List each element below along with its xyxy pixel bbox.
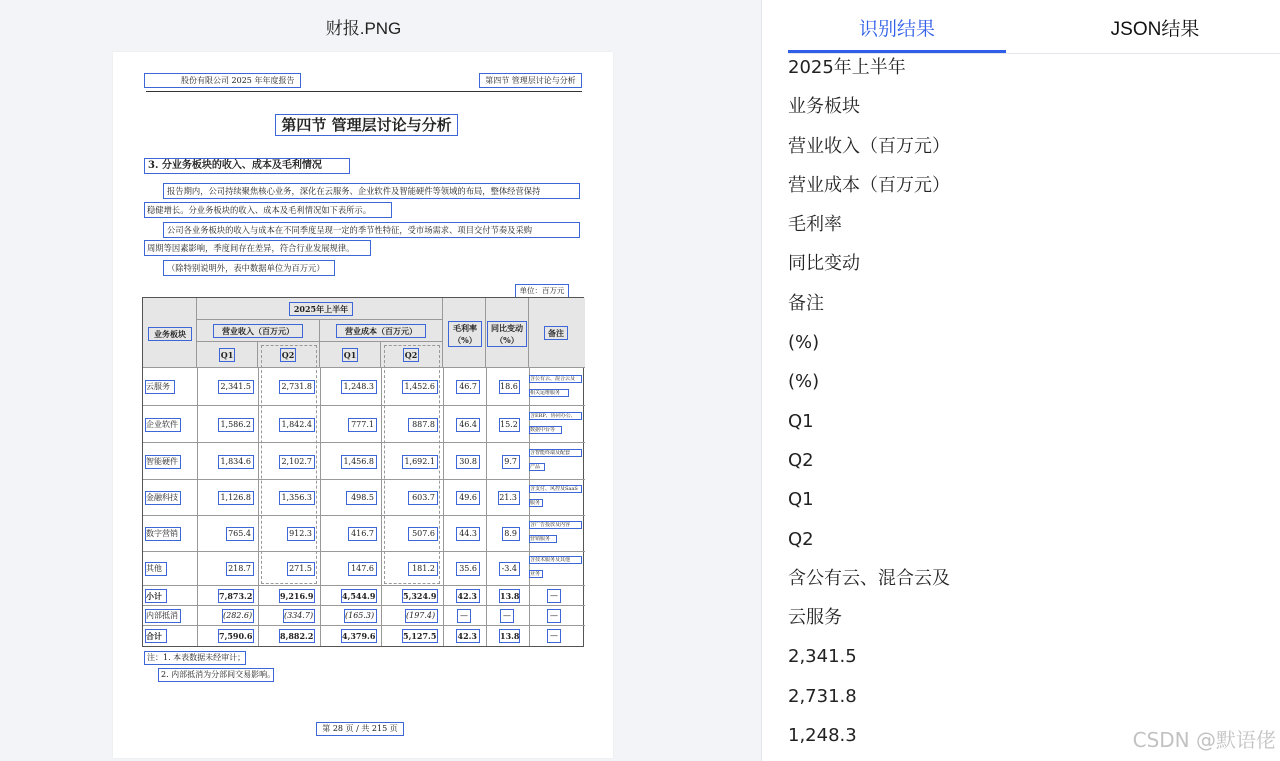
header-q1: Q1 bbox=[343, 350, 357, 360]
remark-dash: — bbox=[547, 629, 561, 643]
result-line: 毛利率 bbox=[788, 214, 842, 236]
cell-value: 498.5 bbox=[346, 491, 377, 505]
row-name: 合计 bbox=[145, 629, 167, 643]
header-margin: 毛利率（%） bbox=[448, 321, 482, 347]
cell-value: 44.3 bbox=[456, 527, 480, 541]
result-line: 业务板块 bbox=[788, 96, 860, 118]
remark-line: 业务 bbox=[529, 570, 543, 578]
header-segment: 业务板块 bbox=[148, 327, 192, 341]
cell-value: 9.7 bbox=[502, 455, 520, 469]
paragraph-line: 公司各业务板块的收入与成本在不同季度呈现一定的季节性特征，受市场需求、项目交付节奏及采购 bbox=[163, 222, 580, 238]
remark-dash: — bbox=[547, 589, 561, 603]
cell-value: 7,873.2 bbox=[219, 591, 253, 601]
cell-value: — bbox=[500, 609, 514, 623]
result-line: 营业收入（百万元） bbox=[788, 135, 950, 157]
cell-value: (334.7) bbox=[283, 609, 315, 623]
column-rule bbox=[381, 368, 382, 646]
cell-value: 1,586.2 bbox=[218, 418, 254, 432]
cell-value: 271.5 bbox=[287, 562, 315, 576]
cell-value: 35.6 bbox=[456, 562, 480, 576]
cell-value: 147.6 bbox=[348, 562, 377, 576]
result-line: 2,731.8 bbox=[788, 685, 857, 707]
cell-value: 42.3 bbox=[456, 629, 480, 643]
header-remark: 备注 bbox=[544, 326, 568, 340]
result-line: 含公有云、混合云及 bbox=[788, 567, 950, 589]
doc-header-left: 股份有限公司 2025 年年度报告 bbox=[144, 73, 301, 88]
cell-value: 1,834.6 bbox=[218, 455, 254, 469]
result-line: (%) bbox=[788, 332, 820, 354]
cell-value: 765.4 bbox=[226, 527, 254, 541]
financial-table bbox=[142, 297, 584, 647]
cell-value: 13.8 bbox=[500, 591, 520, 601]
cell-value: 21.3 bbox=[498, 491, 520, 505]
column-rule bbox=[320, 368, 321, 646]
tab-recognition-result[interactable]: 识别结果 bbox=[858, 19, 935, 40]
cell-value: 30.8 bbox=[456, 455, 480, 469]
result-line: 营业成本（百万元） bbox=[788, 174, 950, 196]
cell-value: 1,452.6 bbox=[402, 380, 438, 394]
cell-value: 181.2 bbox=[408, 562, 438, 576]
remark-line: 相关运维服务 bbox=[529, 389, 569, 397]
cell-value: 1,456.8 bbox=[341, 455, 377, 469]
page-number: 第 28 页 / 共 215 页 bbox=[316, 722, 404, 736]
result-line: 备注 bbox=[788, 292, 824, 314]
remark-dash: — bbox=[547, 609, 561, 623]
paragraph-line: （除特别说明外，表中数据单位为百万元） bbox=[163, 260, 335, 276]
document-page bbox=[113, 52, 613, 758]
remark-line: 数据中台等 bbox=[529, 426, 562, 434]
column-rule bbox=[197, 368, 198, 646]
cell-value: 2,731.8 bbox=[279, 380, 315, 394]
cell-value: 912.3 bbox=[287, 527, 315, 541]
result-list bbox=[788, 48, 1268, 755]
header-q2: Q2 bbox=[404, 350, 418, 360]
cell-value: 1,356.3 bbox=[279, 491, 315, 505]
cell-value: 9,216.9 bbox=[280, 591, 314, 601]
cell-value: 46.4 bbox=[456, 418, 480, 432]
watermark: CSDN @默语佬 bbox=[1132, 728, 1276, 752]
paragraph-line: 报告期内，公司持续聚焦核心业务，深化在云服务、企业软件及智能硬件等领域的布局，整体经营保持 bbox=[163, 183, 580, 199]
result-line: 2025年上半年 bbox=[788, 57, 906, 78]
cell-value: (197.4) bbox=[405, 609, 438, 623]
cell-value: 416.7 bbox=[348, 527, 377, 541]
cell-value: 5,324.9 bbox=[403, 591, 437, 601]
header-yoy: 同比变动（%） bbox=[487, 321, 527, 347]
row-name: 云服务 bbox=[145, 380, 175, 394]
cell-value: 49.6 bbox=[456, 491, 480, 505]
header-q1: Q1 bbox=[220, 350, 234, 360]
cell-value: 4,544.9 bbox=[342, 591, 376, 601]
tab-json-result[interactable]: JSON结果 bbox=[1110, 19, 1200, 40]
result-line: 同比变动 bbox=[788, 253, 860, 275]
cell-value: 13.8 bbox=[500, 631, 520, 641]
remark-line: 含智能终端及配套 bbox=[529, 449, 582, 457]
cell-value: 603.7 bbox=[408, 491, 438, 505]
unit-note: 单位：百万元 bbox=[515, 284, 569, 298]
doc-header-right: 第四节 管理层讨论与分析 bbox=[479, 73, 582, 88]
cell-value: 5,127.5 bbox=[403, 631, 437, 641]
cell-value: 15.2 bbox=[499, 418, 520, 432]
subsection-title: 3. 分业务板块的收入、成本及毛利情况 bbox=[144, 158, 350, 174]
cell-value: -3.4 bbox=[499, 562, 520, 576]
remark-line: 产品 bbox=[529, 463, 545, 471]
header-rule bbox=[146, 91, 582, 92]
result-line: 云服务 bbox=[788, 607, 842, 629]
column-rule bbox=[443, 368, 444, 646]
column-rule bbox=[486, 368, 487, 646]
header-cost: 营业成本（百万元） bbox=[336, 324, 426, 338]
row-name: 金融科技 bbox=[145, 491, 181, 505]
column-rule bbox=[258, 368, 259, 646]
cell-value: 42.3 bbox=[456, 589, 480, 603]
cell-value: 507.6 bbox=[408, 527, 438, 541]
cell-value: (282.6) bbox=[222, 609, 254, 623]
remark-line: 含支付、风控及SaaS bbox=[529, 485, 582, 493]
remark-line: 含公有云、混合云及 bbox=[529, 375, 582, 383]
result-line: Q1 bbox=[788, 410, 814, 432]
cell-value: 8.9 bbox=[502, 527, 520, 541]
file-name: 财报.PNG bbox=[325, 19, 402, 38]
cell-value: 46.7 bbox=[456, 380, 480, 394]
result-line: Q2 bbox=[788, 449, 814, 471]
result-line: Q1 bbox=[788, 489, 814, 511]
section-title: 第四节 管理层讨论与分析 bbox=[275, 114, 458, 136]
remark-line: 服务 bbox=[529, 499, 543, 507]
cell-value: 7,590.6 bbox=[219, 631, 253, 641]
result-line: Q2 bbox=[788, 528, 814, 550]
cell-value: 18.6 bbox=[499, 380, 520, 394]
row-name: 企业软件 bbox=[145, 418, 181, 432]
remark-line: 含ERP、协同办公、 bbox=[529, 412, 582, 420]
row-name: 智能硬件 bbox=[145, 455, 181, 469]
column-rule bbox=[529, 368, 530, 646]
result-line: 2,341.5 bbox=[788, 646, 857, 668]
cell-value: 2,102.7 bbox=[279, 455, 315, 469]
header-q2: Q2 bbox=[281, 350, 295, 360]
cell-value: 1,692.1 bbox=[402, 455, 438, 469]
cell-value: 777.1 bbox=[348, 418, 377, 432]
cell-value: (165.3) bbox=[344, 609, 377, 623]
cell-value: 8,882.2 bbox=[280, 631, 314, 641]
row-name: 内部抵消 bbox=[145, 609, 181, 623]
cell-value: 1,248.3 bbox=[341, 380, 377, 394]
cell-value: 1,842.4 bbox=[279, 418, 315, 432]
results-pane bbox=[762, 0, 1280, 761]
result-line: 1,248.3 bbox=[788, 725, 857, 747]
paragraph-line: 稳健增长。分业务板块的收入、成本及毛利情况如下表所示。 bbox=[144, 202, 392, 218]
remark-line: 含技术服务及其他 bbox=[529, 556, 582, 564]
header-revenue: 营业收入（百万元） bbox=[213, 324, 303, 338]
header-group: 2025年上半年 bbox=[289, 302, 353, 316]
footnote: 2. 内部抵消为分部间交易影响。 bbox=[158, 668, 274, 682]
cell-value: — bbox=[457, 609, 471, 623]
row-name: 数字营销 bbox=[145, 527, 181, 541]
cell-value: 2,341.5 bbox=[218, 380, 254, 394]
cell-value: 887.8 bbox=[408, 418, 438, 432]
paragraph-line: 周期等因素影响，季度间存在差异，符合行业发展规律。 bbox=[144, 240, 371, 256]
cell-value: 1,126.8 bbox=[218, 491, 254, 505]
row-name: 其他 bbox=[145, 562, 167, 576]
cell-value: 218.7 bbox=[226, 562, 254, 576]
remark-line: 营销服务 bbox=[529, 535, 557, 543]
cell-value: 4,379.6 bbox=[342, 631, 376, 641]
footnote: 注：1. 本表数据未经审计； bbox=[144, 651, 246, 665]
result-line: (%) bbox=[788, 371, 820, 393]
row-name: 小计 bbox=[145, 589, 167, 603]
remark-line: 含广告投放及内容 bbox=[529, 521, 582, 529]
